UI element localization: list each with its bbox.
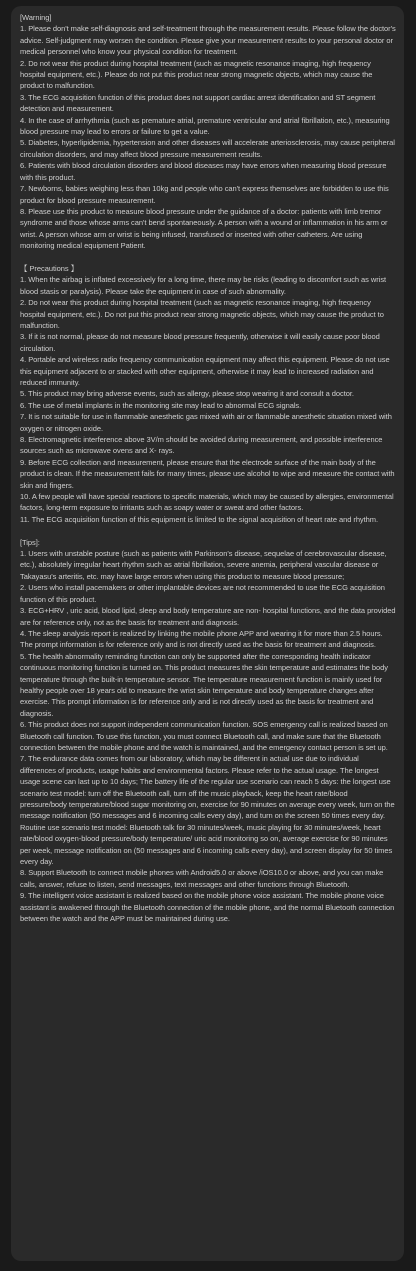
warning-item-4: 4. In the case of arrhythmia (such as premature atrial, premature ventricular and atrial fibrillation, etc.), measuring blood pressure may lead to errors or failure to get a value. — [20, 115, 390, 137]
warning-section — [20, 12, 396, 252]
notice-card — [11, 6, 404, 1261]
precaution-item-10: 10. A few people will have special reactions to specific materials, which may be caused by allergies, environmental factors, long-term exposure to irritants such as soapy water or sweat and other factors. — [20, 492, 394, 513]
precaution-item-5: 5. This product may bring adverse events, such as allergy, please stop wearing it and consult a doctor. — [20, 389, 354, 399]
tips-title: [Tips]: — [20, 537, 40, 547]
tip-item-3: 3. ECG+HRV , uric acid, blood lipid, sleep and body temperature are non- hospital functions, and the data provided are for reference only, not as the basis for treatment and diagnosis. — [20, 606, 396, 627]
tips-section — [20, 537, 396, 925]
tip-item-6: 6. This product does not support independent communication function. SOS emergency call is realized based on Bluetooth call function. To use this function, you must connect Bluetooth call, and make sure that the Bluetooth connection between the mobile phone and the watch is maintained, and the emergency contact person is set up. — [20, 720, 388, 752]
warning-item-2: 2. Do not wear this product during hospital treatment (such as magnetic resonance imaging, high frequency hospital equipment, etc.). Please do not put this product near strong magnetic objects, which may cause the product to malfunction. — [20, 58, 373, 91]
section-spacer — [20, 252, 396, 263]
precaution-item-6: 6. The use of metal implants in the monitoring site may lead to abnormal ECG signals. — [20, 400, 302, 410]
warning-item-1: 1. Please don't make self-diagnosis and self-treatment through the measurement results. Please follow the doctor's advice. Self-judgment may worsen the condition. Please give your measurement results to your personal doctor or medical personnel who know your physical condition for treatment. — [20, 24, 396, 57]
warning-item-6: 6. Patients with blood circulation disorders and blood diseases may have errors when measuring blood pressure with this product. — [20, 161, 387, 182]
section-spacer — [20, 525, 396, 536]
warning-item-8: 8. Please use this product to measure blood pressure under the guidance of a doctor: patients with limb tremor syndrome and those whose arms can't bend spontaneously. A person with a wound or inflammation in his arm or wrist. A person whose arm or wrist is being infused, transfused or inserted with other catheters. Are using monitoring medical equipment Patient. — [20, 206, 388, 251]
warning-title: [Warning] — [20, 13, 52, 22]
warning-item-5: 5. Diabetes, hyperlipidemia, hypertension and other diseases will accelerate arteriosclerosis, may cause peripheral circulation disorders, and may affect blood pressure measurement results. — [20, 138, 395, 159]
tip-item-1: 1. Users with unstable posture (such as patients with Parkinson's disease, sequelae of cerebrovascular disease, etc.), absolutely irregular heart rhythm such as atrial fibrillation, severe anemia, peripheral vascular disease or Takayasu's arteritis, etc. may have large errors when using this product to measure blood pressure; — [20, 549, 387, 581]
tip-item-4: 4. The sleep analysis report is realized by linking the mobile phone APP and wearing it for more than 2.5 hours. The prompt information is for reference only and is not directly used as the basis for treatment and diagnosis. — [20, 628, 383, 650]
precautions-title: 【 Precautions 】 — [20, 263, 79, 273]
precaution-item-1: 1. When the airbag is inflated excessively for a long time, there may be risks (leading to discomfort such as wrist blood stasis or paralysis). Please take the equipment in case of such abnormality. — [20, 275, 387, 296]
tip-item-5: 5. The health abnormality reminding function can only be supported after the corresponding health indicator continuous monitoring function is turned on. This product measures the skin temperature and estimates the body temperature through the built-in temperature sensor. The temperature measurement function is mainly used for healthy people over 18 years old to measure the wrist skin temperature and body temperature changes after exercise. This prompt information is for reference only and is not directly used as the basis for treatment and diagnosis. — [20, 651, 388, 718]
tip-item-2: 2. Users who install pacemakers or other implantable devices are not recommended to use the ECG acquisition function of this product. — [20, 583, 385, 604]
precaution-item-4: 4. Portable and wireless radio frequency communication equipment may affect this equipment. Please do not use this equipment adjacent to or stacked with other equipment, otherwise it may lead to increased radiation and reduced immunity. — [20, 355, 390, 387]
precaution-item-8: 8. Electromagnetic interference above 3V/m should be avoided during measurement, and possible interference sources such as microwave ovens and X- rays. — [20, 435, 383, 456]
warning-item-7: 7. Newborns, babies weighing less than 10kg and people who can't express themselves are forbidden to use this product for blood pressure measurement. — [20, 184, 389, 205]
precaution-item-7: 7. It is not suitable for use in flammable anesthetic gas mixed with air or flammable anesthetic situation mixed with oxygen or nitrogen oxide. — [20, 412, 392, 433]
precautions-section — [20, 263, 396, 525]
precaution-item-3: 3. If it is not normal, please do not measure blood pressure frequently, otherwise it will easily cause poor blood circulation. — [20, 332, 380, 353]
warning-item-3: 3. The ECG acquisition function of this product does not support cardiac arrest identification and ST segment detection and measurement. — [20, 92, 376, 114]
precaution-item-2: 2. Do not wear this product during hospital treatment (such as magnetic resonance imaging, high frequency hospital equipment, etc.). Do not put this product near strong magnetic objects, which may cause the product to malfunction. — [20, 298, 384, 330]
precaution-item-11: 11. The ECG acquisition function of this equipment is limited to the signal acquisition of heart rate and rhythm. — [20, 514, 379, 524]
tip-item-8: 8. Support Bluetooth to connect mobile phones with Android5.0 or above /iOS10.0 or above, and you can make calls, answer, refuse to listen, send messages, text messages and other functions through Bluetooth. — [20, 868, 384, 889]
tip-item-7: 7. The endurance data comes from our laboratory, which may be different in actual use due to individual differences of products, usage habits and environmental factors. Please refer to the actual usage. The longest usage scene can last up to 10 days; The battery life of the regular use scenario can reach 5 days: the longest use scenario test model: turn off the Bluetooth call, turn off the music playback, keep the heart rate/blood pressure/body temperature/blood sugar monitoring on, exercise for 90 minutes on average every week, turn on the message notification (50 messages and 6 incoming calls every day), and turn on the screen 50 times every day. Routine use scenario test model: Bluetooth talk for 30 minutes/week, music playing for 30 minutes/week, heart rate/blood oxygen-blood pressure/body temperature/ uric acid monitoring so on, average exercise for 90 minutes per week, message notification on (50 messages and 6 incoming calls every day), and screen display for 50 times every day. — [20, 754, 395, 867]
tip-item-9: 9. The intelligent voice assistant is realized based on the mobile phone voice assistant. The mobile phone voice assistant is awakened through the Bluetooth connection of the mobile phone, and the normal Bluetooth connection between the watch and the APP must be maintained during use. — [20, 891, 395, 924]
precaution-item-9: 9. Before ECG collection and measurement, please ensure that the electrode surface of the main body of the product is clean. If the measurement fails for many times, please use alcohol to wipe and measure the contact with skin and fingers. — [20, 457, 395, 490]
